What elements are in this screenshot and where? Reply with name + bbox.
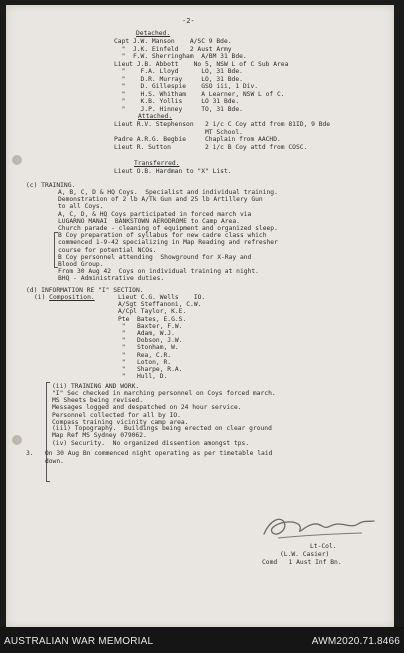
intelligence-training-entry: Compass training vicinity camp area. [52, 418, 189, 426]
training-entry: Demonstration of 2 lb A/Tk Gun and 25 lb Artillery Gun [58, 196, 263, 204]
section-heading-detached: Detached. [136, 30, 171, 37]
intelligence-training-entry: Personnel collected for all by IO. [52, 411, 181, 419]
attached-entry: MT School. [114, 128, 243, 136]
document-page [6, 5, 394, 627]
detached-entry: " F.A. Lloyd LO, 31 Bde. [114, 68, 243, 75]
member-entry: Lieut C.G. Wells IO. [118, 294, 206, 301]
intelligence-training-entry: "I" Sec checked in marching personnel on Coys forced march. [52, 390, 276, 397]
detached-entry: " D. Gillespie GSO iii, 1 Div. [114, 83, 259, 90]
training-work-label: (ii) TRAINING AND WORK. [52, 383, 140, 390]
attached-entry: Lieut R.V. Stephenson 2 i/c C Coy attd from 81ID, 9 Bde [114, 121, 331, 128]
margin-bracket [54, 232, 58, 268]
signoff-title: Comd 1 Aust Inf Bn. [262, 559, 342, 566]
margin-bracket [46, 382, 50, 482]
detached-entry: " K.B. Yollis LO 31 Bde. [114, 98, 240, 105]
member-entry: A/Sgt Steffanoni, C.W. [118, 301, 202, 309]
training-entry: B Coy personnel attending Showground for X-Ray and [58, 253, 252, 261]
member-entry: A/Cpl Taylor, K.E. [118, 308, 187, 316]
member-entry: " Rea, C.R. [118, 351, 172, 359]
training-entry: A, C, D, & HQ Coys participated in forced march via [58, 210, 252, 218]
transferred-entry: Lieut O.B. Hardman to "X" List. [114, 168, 232, 175]
detached-entry: Capt J.W. Manson A/SC 9 Bde. [114, 38, 232, 45]
detached-entry: Lieut J.B. Abbott No 5, NSW L of C Sub Area [114, 60, 289, 68]
topography-cont: Map Ref MS Sydney 079062. [52, 432, 147, 439]
training-label: (c) TRAINING. [26, 182, 76, 189]
member-entry: " Adam, W.J. [118, 330, 175, 337]
member-entry: " Stonham, W. [118, 344, 179, 352]
detached-entry: " H.S. Whitham A Learner, NSW L of C. [114, 90, 285, 98]
training-entry: to all Coys. [58, 203, 104, 211]
signoff-name: (L.W. Casier) [280, 551, 330, 558]
training-entry: commenced 1-9-42 specializing in Map Reading and refresher [58, 239, 278, 247]
section-heading-attached: Attached. [138, 113, 173, 120]
member-entry: Pte Bates, E.G.S. [118, 315, 187, 323]
intelligence-training-entry: MS Sheets being revised. [52, 397, 143, 405]
intelligence-training-entry: Messages logged and despatched on 24 hour service. [52, 404, 242, 412]
training-entry: Church parade - cleaning of equipment and organized sleep. [58, 225, 278, 232]
detached-entry: " J.K. Einfeld 2 Aust Army [114, 45, 232, 53]
training-entry: A, B, C, D & HQ Coys. Specialist and individual training. [58, 189, 278, 196]
member-entry: " Hull, D. [118, 373, 168, 381]
member-entry: " Baxter, F.W. [118, 322, 183, 330]
detached-entry: " J.P. Hinney TO, 31 Bde. [114, 105, 243, 113]
training-entry: Blood Group. [58, 261, 104, 268]
training-entry: B Coy preparation of syllabus for new cadre class which [58, 232, 267, 240]
security-line: (iv) Security. No organized dissention amongst tps. [52, 440, 250, 447]
item-3-line: 3. On 30 Aug Bn commenced night operating as per timetable laid [26, 450, 273, 457]
topography-line: (iii) Topography. Buildings being erected on clear ground [52, 425, 272, 432]
member-entry: " Dobson, J.W. [118, 337, 183, 345]
punch-hole [12, 155, 22, 165]
attached-entry: Lieut R. Sutton 2 i/c B Coy attd from COSC. [114, 143, 308, 151]
training-entry: BHQ - Administrative duties. [58, 275, 165, 283]
handwritten-signature [258, 512, 378, 542]
member-entry: " Loton, R. [118, 358, 172, 366]
composition-label: (i) Composition. [34, 294, 95, 301]
punch-hole [12, 435, 22, 445]
section-heading-transferred: Transferred. [134, 160, 180, 167]
page-number: -2- [182, 17, 195, 25]
footer-accession: AWM2020.71.8466 [311, 636, 400, 647]
item-3-line: down. [26, 457, 64, 465]
detached-entry: " F.W. Sherringham A/BM 31 Bde. [114, 53, 247, 60]
signoff-rank: Lt-Col. [310, 543, 337, 550]
member-entry: " Sharpe, R.A. [118, 366, 183, 373]
training-entry: course for potential NCOs. [58, 246, 157, 254]
footer-credit: AUSTRALIAN WAR MEMORIAL [4, 636, 154, 647]
training-entry: LUGARNO MANAI BANKSTOWN AERODROME to Camp Area. [58, 217, 240, 225]
attached-entry: Padre A.R.G. Begbie Chaplain from AACHD. [114, 136, 281, 143]
training-entry: From 30 Aug 42 Coys on individual training at night. [58, 268, 259, 276]
intelligence-label: (d) INFORMATION RE "I" SECTION. [26, 287, 144, 294]
detached-entry: " D.R. Murray LO, 31 Bde. [114, 75, 243, 83]
footer-bar [0, 627, 404, 653]
